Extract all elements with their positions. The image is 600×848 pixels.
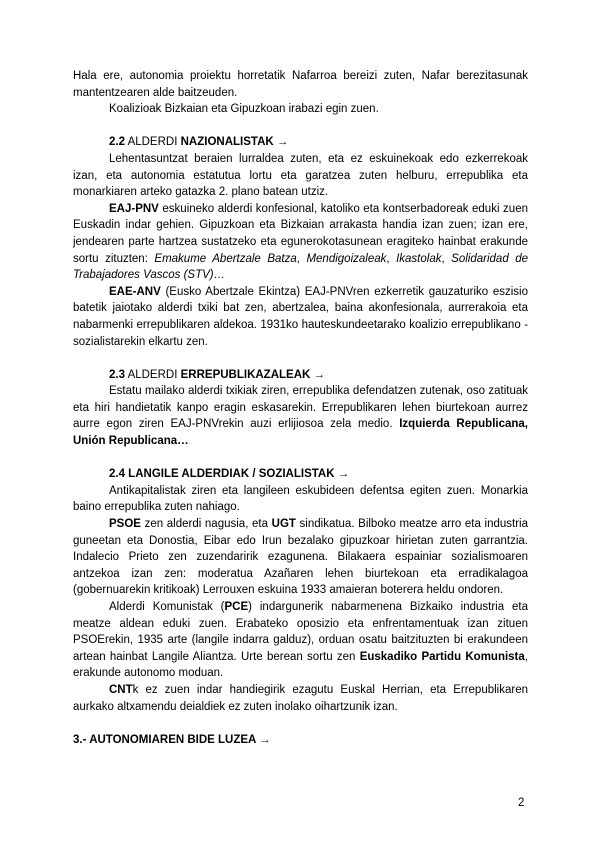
paragraph-navarre: Hala ere, autonomia proiektu horretatik Nafarroa bereizi zuten, Nafar berezitasunak mantentzearen alde baitzeuden. <box>73 70 528 99</box>
section-heading-text: 2.4 LANGILE ALDERDIAK / SOZIALISTAK → <box>109 468 350 481</box>
cnt-text: k ez zuen indar handiegirik ezagutu Euskal Herrian, eta Errepublikaren aurkako altxamendu deialdiek ez zuten inolako oihartzunik izan. <box>73 683 528 713</box>
section-heading-republicans <box>73 367 528 384</box>
party-name-pnv: EAJ-PNV <box>109 202 159 215</box>
union-name-cnt: CNT <box>109 683 133 696</box>
pce-pre: Alderdi Komunistak ( <box>109 601 225 613</box>
section-number: 2.3 <box>109 368 125 381</box>
anv-text: (Eusko Abertzale Ekintza) EAJ-PNVren ezkerretik gauzaturiko eszisio batetik jaiotako alderdi txiki bat zen, abertzalea, baina akonfesionala, aurrerakoia eta nabarmenki errepublikaren aldekoa. 1931ko hauteskundeetarako koalizio errepublikano - sozialistarekin elkartu zen. <box>73 285 528 348</box>
paragraph-coalition: Koalizioak Bizkaian eta Gipuzkoan irabazi egin zuen. <box>109 103 379 116</box>
party-name-anv: EAE-ANV <box>109 285 161 298</box>
sep: , <box>441 252 452 265</box>
paragraph-republicans <box>73 383 528 449</box>
party-name-pce: PCE <box>224 601 249 613</box>
paragraph-nationalists-intro: Lehentasuntzat beraien lurraldea zuten, eta ez eskuinekoak edo ezkerrekoak izan, eta autonomia estatutua lortu eta garatzea zuten helburu, errepublika eta monarkiaren arteko gatazka 2. plano batean utziz. <box>73 152 528 199</box>
section-label-bold: ERREPUBLIKAZALEAK <box>180 368 311 381</box>
republicans-text: Estatu mailako alderdi txikiak ziren, errepublika defendatzen zutenak, oso zatituak eta hiri handietatik kanpo eragin eskasarekin. Errepublikaren lehen biurtekoan aurrez aurre egon ziren EAJ-PNVrekin auzi erlijiosoa zela medio. <box>73 385 528 431</box>
pnv-text: eskuineko alderdi konfesional, katoliko eta kontserbadoreak eduki zuen Euskadin indar gehien. Gipuzkoan eta Bizkaian arrakasta handia izan zuen; izan ere, jendearen parte hartzea sustatzeko eta egunerokotasunean eragiteko hainbat erakunde sortu zituzten: <box>73 202 528 265</box>
section-number: 2.2 <box>109 136 125 149</box>
org-stv: STV <box>187 269 210 282</box>
section-heading-autonomy <box>73 732 528 749</box>
psoe-mid: zen alderdi nagusia, eta <box>140 518 272 531</box>
org-mendigoizaleak: Mendigoizaleak <box>306 252 387 265</box>
org-ikastolak: Ikastolak <box>396 252 442 265</box>
sep: , <box>296 252 307 265</box>
org-solidaridad: Solidaridad de Trabajadores Vascos <box>73 252 529 282</box>
section-heading-nationalists <box>73 134 528 151</box>
org-paren-close: )… <box>209 269 226 282</box>
paragraph-anv <box>73 284 528 350</box>
pce-end: , erakunde autonomo moduan. <box>73 650 528 680</box>
section-label: ALDERDI <box>127 136 178 149</box>
section-heading-text: 3.- AUTONOMIAREN BIDE LUZEA → <box>73 733 271 746</box>
paragraph-socialists-intro: Antikapitalistak ziren eta langileen eskubideen defentsa egiten zuen. Monarkia baino errepublika zuten nahiago. <box>73 484 528 514</box>
arrow-icon: → <box>276 136 289 149</box>
section-label-bold: NAZIONALISTAK <box>180 136 274 149</box>
section-label: ALDERDI <box>127 368 178 381</box>
republican-parties: Izquierda Republicana, Unión Republicana… <box>73 418 529 448</box>
paragraph-cnt <box>73 682 528 715</box>
sep: , <box>386 252 397 265</box>
paragraph-pnv <box>73 201 528 284</box>
party-name-psoe: PSOE <box>109 518 141 531</box>
org-emakume: Emakume Abertzale Batza <box>154 252 297 265</box>
document-body <box>73 68 528 748</box>
pce-text: ) indargunerik nabarmenena Bizkaiko industria eta meatze aldean eduki zuen. Erabateko oposizio eta enfrentamentuak izan zituen PSOErekin, 1935 arte (langile indarra galduz), orduan osatu baitzituzten bi erakundeen artean hainbat Langile Aliantza. Urte berean sortu zen <box>73 601 528 663</box>
arrow-icon: → <box>313 368 326 381</box>
paragraph-psoe <box>73 516 528 599</box>
page-number: 2 <box>518 797 525 809</box>
psoe-text: sindikatua. Bilboko meatze arro eta industria guneetan eta Donostia, Eibar edo Irun bezalako gipuzkoar hirietan zuten garrantzia. Indalecio Prieto zen zuzendaririk ezagunena. Bilakaera espainiar sozialismoaren antzekoa izan zen: moderatua Azañaren lehen biurtekoan eta erradikalagoa (gobernuarekin kritikoak) Lerrouxen eskuina 1933 amaieran boterera heldu ondoren. <box>73 518 528 597</box>
section-heading-socialists <box>73 466 528 483</box>
org-paren-open: ( <box>180 269 188 282</box>
party-name-epk: Euskadiko Partidu Komunista <box>359 650 525 663</box>
paragraph-pce <box>73 599 528 682</box>
union-name-ugt: UGT <box>271 518 296 531</box>
